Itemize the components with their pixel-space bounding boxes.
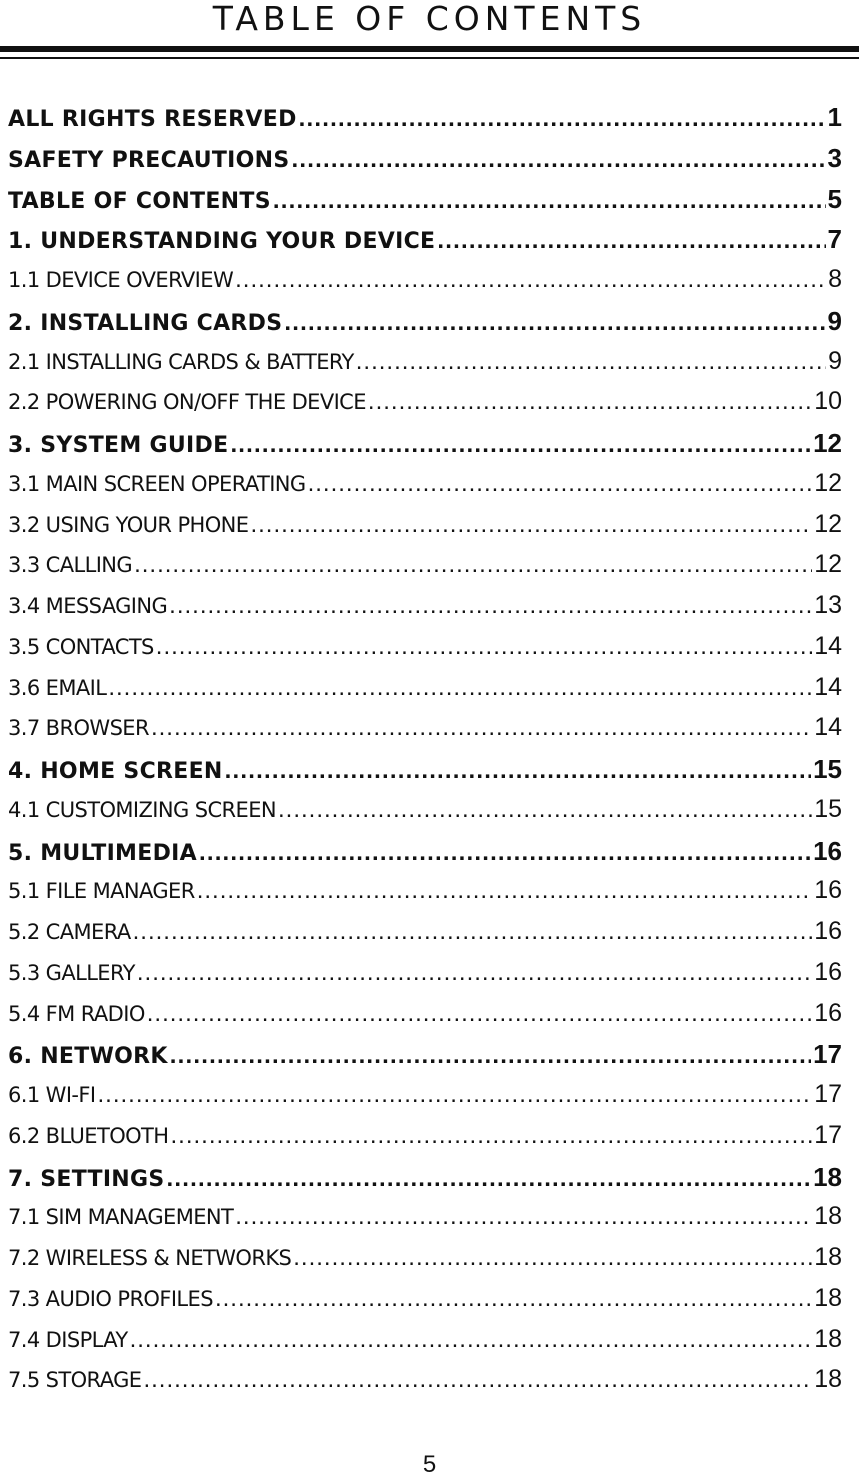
toc-list	[8, 102, 842, 1406]
toc-dot-leader	[292, 146, 826, 174]
toc-dot-leader	[356, 348, 826, 376]
page-title: TABLE OF CONTENTS	[212, 0, 647, 38]
toc-entry-label: 3. SYSTEM GUIDE	[8, 433, 229, 458]
toc-entry[interactable]	[8, 1162, 842, 1203]
toc-entry[interactable]	[8, 999, 842, 1040]
toc-entry[interactable]	[8, 958, 842, 999]
toc-entry-label: 7.1 SIM MANAGEMENT	[8, 1205, 234, 1230]
toc-entry[interactable]	[8, 836, 842, 877]
toc-entry-page: 14	[814, 631, 842, 660]
toc-entry-page: 16	[813, 835, 842, 866]
toc-entry-page: 17	[814, 1080, 842, 1108]
toc-entry-page: 18	[813, 1161, 842, 1192]
toc-dot-leader	[169, 592, 812, 620]
toc-entry-page: 18	[814, 1324, 842, 1353]
toc-entry[interactable]	[8, 1080, 842, 1121]
toc-entry-label: 2. INSTALLING CARDS	[8, 310, 283, 336]
toc-entry-label: 6.2 BLUETOOTH	[8, 1123, 169, 1148]
toc-entry[interactable]	[8, 1202, 842, 1243]
toc-entry-label: 7.5 STORAGE	[8, 1368, 142, 1393]
toc-entry-label: 2.1 INSTALLING CARDS & BATTERY	[8, 349, 354, 374]
toc-entry-label: 1. UNDERSTANDING YOUR DEVICE	[8, 229, 436, 255]
toc-entry-page: 18	[814, 1365, 842, 1394]
toc-dot-leader	[197, 877, 812, 905]
toc-entry-page: 16	[814, 876, 842, 905]
toc-entry-label: 5.2 CAMERA	[8, 920, 131, 944]
toc-entry[interactable]	[8, 632, 842, 673]
toc-entry-page: 12	[814, 468, 842, 497]
toc-entry-label: 7. SETTINGS	[8, 1166, 165, 1192]
toc-entry-page: 17	[814, 1120, 842, 1149]
toc-dot-leader	[235, 1203, 812, 1231]
toc-dot-leader	[170, 1122, 812, 1150]
title-rule-thin	[0, 57, 859, 59]
toc-dot-leader	[215, 1285, 812, 1313]
toc-entry[interactable]	[8, 1039, 842, 1080]
toc-dot-leader	[108, 674, 812, 702]
toc-entry-label: 5.4 FM RADIO	[8, 1001, 145, 1026]
toc-entry[interactable]	[8, 1365, 842, 1406]
toc-dot-leader	[230, 431, 811, 459]
toc-dot-leader	[167, 1165, 812, 1193]
toc-dot-leader	[97, 1081, 812, 1109]
toc-entry-page: 5	[827, 183, 842, 214]
toc-dot-leader	[250, 511, 812, 539]
toc-entry-label: 6. NETWORK	[8, 1044, 168, 1070]
toc-entry-page: 12	[814, 509, 842, 538]
toc-entry[interactable]	[8, 754, 842, 795]
toc-dot-leader	[151, 714, 812, 742]
toc-dot-leader	[308, 470, 813, 498]
toc-dot-leader	[130, 1326, 813, 1354]
toc-dot-leader	[133, 918, 813, 946]
toc-entry-page: 12	[813, 428, 842, 458]
toc-entry[interactable]	[8, 917, 842, 958]
toc-entry[interactable]	[8, 184, 842, 225]
toc-entry-label: TABLE OF CONTENTS	[8, 188, 271, 214]
toc-entry-page: 14	[814, 713, 842, 742]
toc-dot-leader	[437, 227, 825, 255]
toc-entry-page: 9	[827, 305, 842, 336]
toc-entry-label: ALL RIGHTS RESERVED	[8, 107, 297, 132]
toc-entry[interactable]	[8, 510, 842, 551]
toc-entry[interactable]	[8, 265, 842, 306]
toc-entry-label: 1.1 DEVICE OVERVIEW	[8, 268, 234, 292]
toc-entry-page: 8	[828, 265, 842, 293]
toc-entry[interactable]	[8, 143, 842, 184]
toc-entry-page: 14	[814, 672, 842, 701]
toc-entry-page: 17	[813, 1039, 842, 1070]
toc-dot-leader	[235, 266, 826, 294]
toc-entry-label: 4.1 CUSTOMIZING SCREEN	[8, 797, 276, 822]
toc-entry[interactable]	[8, 306, 842, 347]
toc-dot-leader	[273, 187, 826, 215]
toc-dot-leader	[137, 959, 812, 987]
toc-entry-label: 3.3 CALLING	[8, 553, 133, 578]
toc-entry-page: 3	[827, 142, 842, 173]
toc-entry-page: 13	[814, 591, 842, 619]
toc-entry-page: 16	[814, 917, 842, 945]
toc-dot-leader	[156, 633, 812, 661]
toc-entry[interactable]	[8, 1121, 842, 1162]
toc-entry[interactable]	[8, 224, 842, 265]
toc-entry-page: 18	[814, 1243, 842, 1271]
toc-entry-label: 7.3 AUDIO PROFILES	[8, 1286, 213, 1311]
toc-entry-page: 9	[828, 346, 842, 375]
toc-entry-label: 5. MULTIMEDIA	[8, 840, 197, 866]
toc-entry[interactable]	[8, 1325, 842, 1366]
toc-dot-leader	[199, 839, 811, 867]
toc-entry-page: 10	[814, 387, 842, 416]
title-rule-thick	[0, 46, 859, 52]
toc-entry-page: 16	[814, 957, 842, 986]
toc-entry-label: 3.7 BROWSER	[8, 716, 149, 741]
toc-entry[interactable]	[8, 469, 842, 510]
toc-dot-leader	[299, 105, 826, 133]
toc-entry[interactable]	[8, 1243, 842, 1284]
toc-entry-page: 12	[814, 550, 842, 579]
toc-entry-page: 16	[814, 998, 842, 1027]
toc-entry[interactable]	[8, 591, 842, 632]
toc-dot-leader	[147, 1000, 812, 1028]
toc-entry-label: 3.6 EMAIL	[8, 675, 107, 700]
toc-entry[interactable]	[8, 876, 842, 917]
toc-entry-page: 7	[827, 224, 842, 255]
toc-entry-label: 7.2 WIRELESS & NETWORKS	[8, 1246, 292, 1270]
toc-entry-page: 15	[813, 754, 842, 784]
toc-dot-leader	[278, 796, 812, 824]
toc-entry-label: 5.3 GALLERY	[8, 960, 135, 985]
toc-entry-label: 4. HOME SCREEN	[8, 759, 223, 784]
toc-entry[interactable]	[8, 795, 842, 836]
toc-dot-leader	[134, 551, 812, 579]
toc-entry-label: 2.2 POWERING ON/OFF THE DEVICE	[8, 390, 366, 415]
toc-entry[interactable]	[8, 102, 842, 143]
toc-dot-leader	[284, 309, 825, 337]
toc-entry[interactable]	[8, 673, 842, 714]
toc-entry-page: 15	[814, 794, 842, 823]
toc-entry-page: 18	[814, 1202, 842, 1231]
toc-entry-label: 3.4 MESSAGING	[8, 594, 168, 618]
toc-entry[interactable]	[8, 428, 842, 469]
toc-entry[interactable]	[8, 1284, 842, 1325]
toc-dot-leader	[368, 388, 812, 416]
toc-entry-label: SAFETY PRECAUTIONS	[8, 147, 290, 173]
toc-dot-leader	[225, 757, 811, 785]
toc-entry-label: 7.4 DISPLAY	[8, 1327, 128, 1352]
toc-entry-label: 3.5 CONTACTS	[8, 634, 154, 659]
toc-entry-label: 6.1 WI-FI	[8, 1083, 96, 1107]
toc-dot-leader	[170, 1042, 811, 1070]
toc-dot-leader	[143, 1366, 812, 1394]
toc-entry-label: 5.1 FILE MANAGER	[8, 879, 195, 904]
toc-entry-page: 1	[827, 102, 842, 132]
page-number: 5	[422, 1451, 437, 1478]
toc-entry[interactable]	[8, 387, 842, 428]
toc-entry-label: 3.2 USING YOUR PHONE	[8, 512, 249, 537]
toc-dot-leader	[293, 1244, 812, 1272]
toc-entry-page: 18	[814, 1283, 842, 1312]
toc-entry[interactable]	[8, 713, 842, 754]
toc-entry[interactable]	[8, 550, 842, 591]
toc-entry-label: 3.1 MAIN SCREEN OPERATING	[8, 471, 306, 496]
toc-entry[interactable]	[8, 347, 842, 388]
